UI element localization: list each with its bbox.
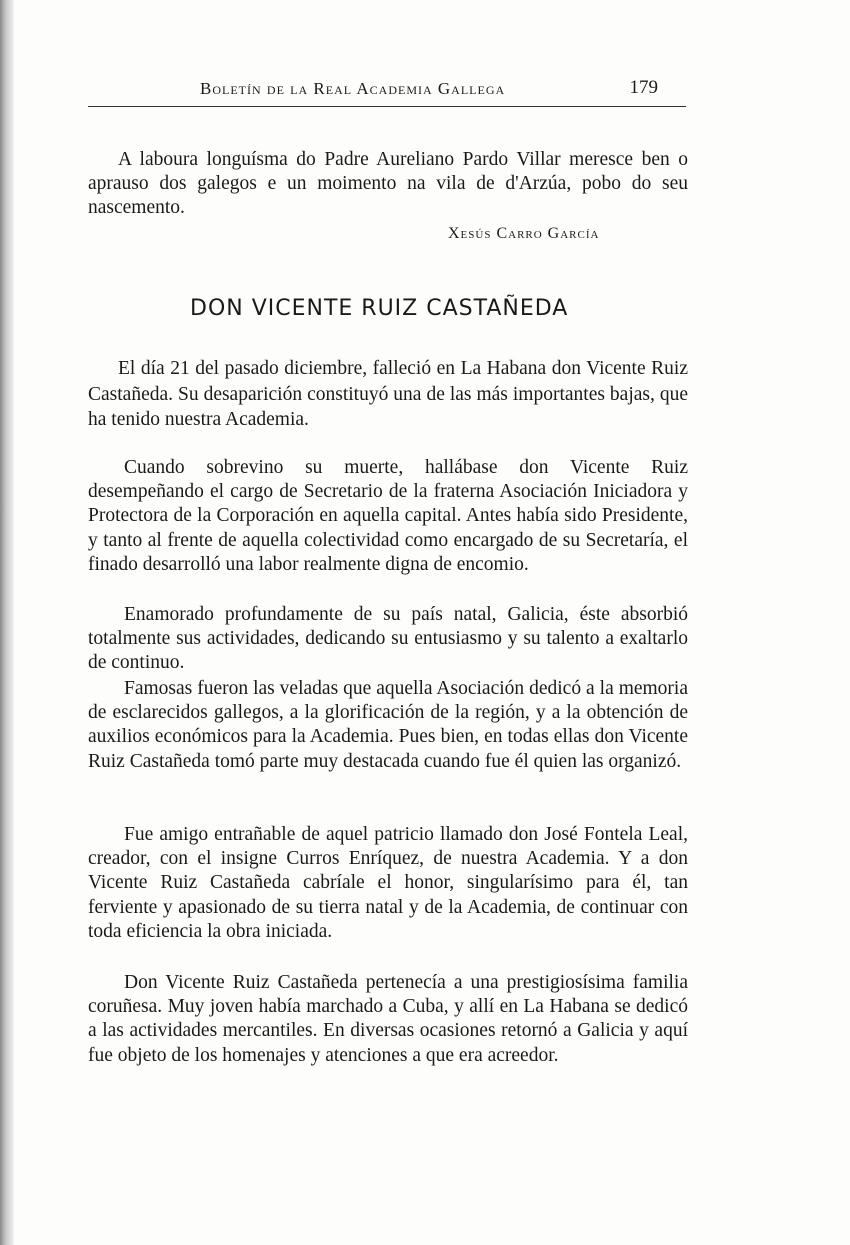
article-paragraph-5: Fue amigo entrañable de aquel patricio llamado don José Fontela Leal, creador, con el insigne Curros Enríquez, de nuestra Academia. Y a don Vicente Ruiz Castañeda cabríale el honor, singularísimo para él, tan ferviente y apasionado de su tierra natal y de la Academia, de continuar con toda eficiencia la obra iniciada. (88, 824, 688, 942)
page-number: 179 (629, 77, 658, 98)
previous-article-signature: Xesús Carro García (448, 225, 600, 242)
running-header (88, 76, 686, 107)
journal-title: Boletín de la Real Academia Gallega (200, 79, 506, 98)
page-binding-edge (0, 0, 14, 1245)
article-paragraph-6: Don Vicente Ruiz Castañeda pertenecía a una prestigiosísima familia coruñesa. Muy joven había marchado a Cuba, y allí en La Habana se dedicó a las actividades mercantiles. En diversas ocasiones retornó a Galicia y aquí fue objeto de los homenajes y atenciones a que era acreedor. (88, 972, 688, 1066)
article-paragraph-1: El día 21 del pasado diciembre, falleció en La Habana don Vicente Ruiz Castañeda. Su desaparición constituyó una de las más importantes bajas, que ha tenido nuestra Academia. (88, 358, 688, 430)
article-paragraph-2: Cuando sobrevino su muerte, hallábase don Vicente Ruiz desempeñando el cargo de Secretario de la fraterna Asociación Iniciadora y Protectora de la Corporación en aquella capital. Antes había sido Presidente, y tanto al frente de aquella colectividad como encargado de su Secretaría, el finado desarrolló una labor realmente digna de encomio. (88, 457, 688, 575)
article-paragraph-3: Enamorado profundamente de su país natal, Galicia, éste absorbió totalmente sus actividades, dedicando su entusiasmo y su talento a exaltarlo de continuo. (88, 604, 688, 674)
previous-article-closing-paragraph: A laboura longuísma do Padre Aureliano Pardo Villar meresce ben o aprauso dos galegos e un moimento na vila de d'Arzúa, pobo do seu nascemento. (88, 148, 688, 218)
article-paragraph-4: Famosas fueron las veladas que aquella Asociación dedicó a la memoria de esclarecidos gallegos, a la glorificación de la región, y a la obtención de auxilios económicos para la Academia. Pues bien, en todas ellas don Vicente Ruiz Castañeda tomó parte muy destacada cuando fue él quien las organizó. (88, 678, 688, 772)
article-title: DON VICENTE RUIZ CASTAÑEDA (190, 296, 569, 321)
